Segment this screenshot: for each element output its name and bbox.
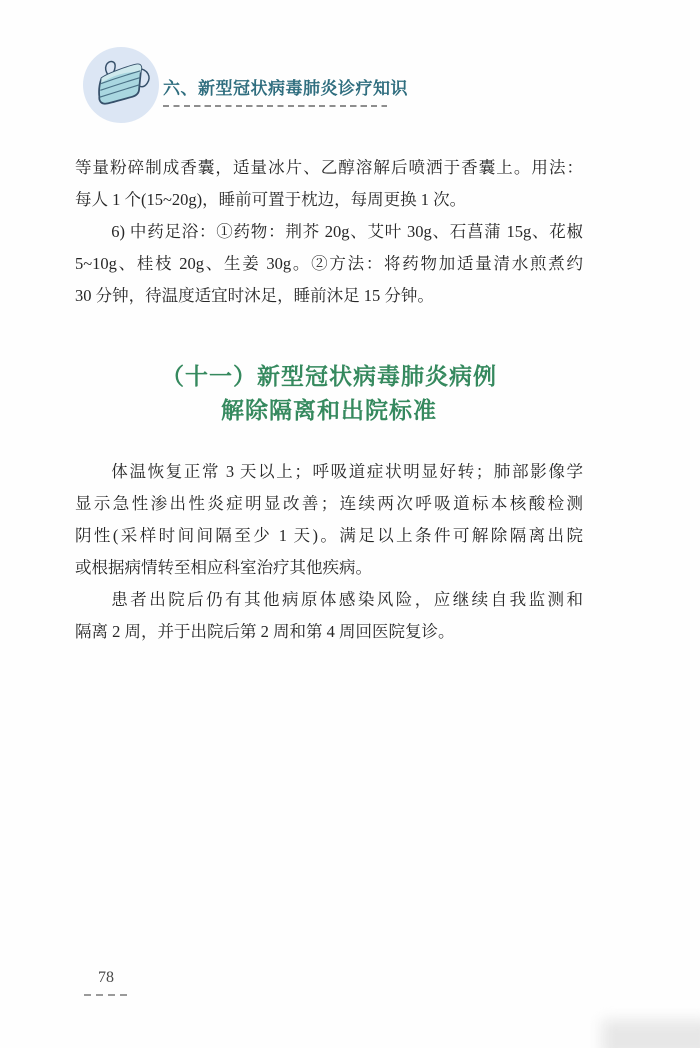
text-line: 6) 中药足浴：①药物：荆芥 20g、艾叶 30g、石菖蒲 15g、花椒 (111, 222, 583, 241)
text-line: 5~10g、桂枝 20g、生姜 30g。②方法：将药物加适量清水煎煮约 (75, 254, 583, 273)
text-line: 显示急性渗出性炎症明显改善；连续两次呼吸道标本核酸检测 (75, 494, 583, 513)
text-line: 每人 1 个(15~20g)，睡前可置于枕边，每周更换 1 次。 (75, 190, 467, 209)
section-heading-line: 解除隔离和出院标准 (221, 398, 437, 423)
paragraph (75, 216, 583, 312)
chapter-title: 六、新型冠状病毒肺炎诊疗知识 (163, 79, 408, 98)
text-line: 患者出院后仍有其他病原体感染风险，应继续自我监测和 (111, 590, 583, 609)
text-line: 30 分钟，待温度适宜时沐足，睡前沐足 15 分钟。 (75, 286, 434, 305)
chapter-title-dashed-underline (163, 105, 387, 107)
face-mask-icon (82, 46, 160, 124)
section-heading-line: （十一）新型冠状病毒肺炎病例 (161, 364, 497, 389)
page-number-dashed-underline (84, 994, 129, 996)
text-line: 阴性(采样时间间隔至少 1 天)。满足以上条件可解除隔离出院 (75, 526, 583, 545)
page-number: 78 (98, 969, 114, 986)
page-footer (80, 966, 132, 996)
text-line: 等量粉碎制成香囊，适量冰片、乙醇溶解后喷洒于香囊上。用法： (75, 158, 583, 177)
paragraph (75, 152, 583, 216)
paragraph (75, 584, 583, 648)
photo-edge-shadow (602, 1020, 700, 1048)
page-content (75, 152, 583, 648)
section-heading (75, 360, 583, 428)
text-line: 或根据病情转至相应科室治疗其他疾病。 (75, 558, 372, 577)
text-line: 体温恢复正常 3 天以上；呼吸道症状明显好转；肺部影像学 (111, 462, 583, 481)
chapter-badge (82, 46, 160, 124)
paragraph (75, 456, 583, 584)
text-line: 隔离 2 周，并于出院后第 2 周和第 4 周回医院复诊。 (75, 622, 455, 641)
